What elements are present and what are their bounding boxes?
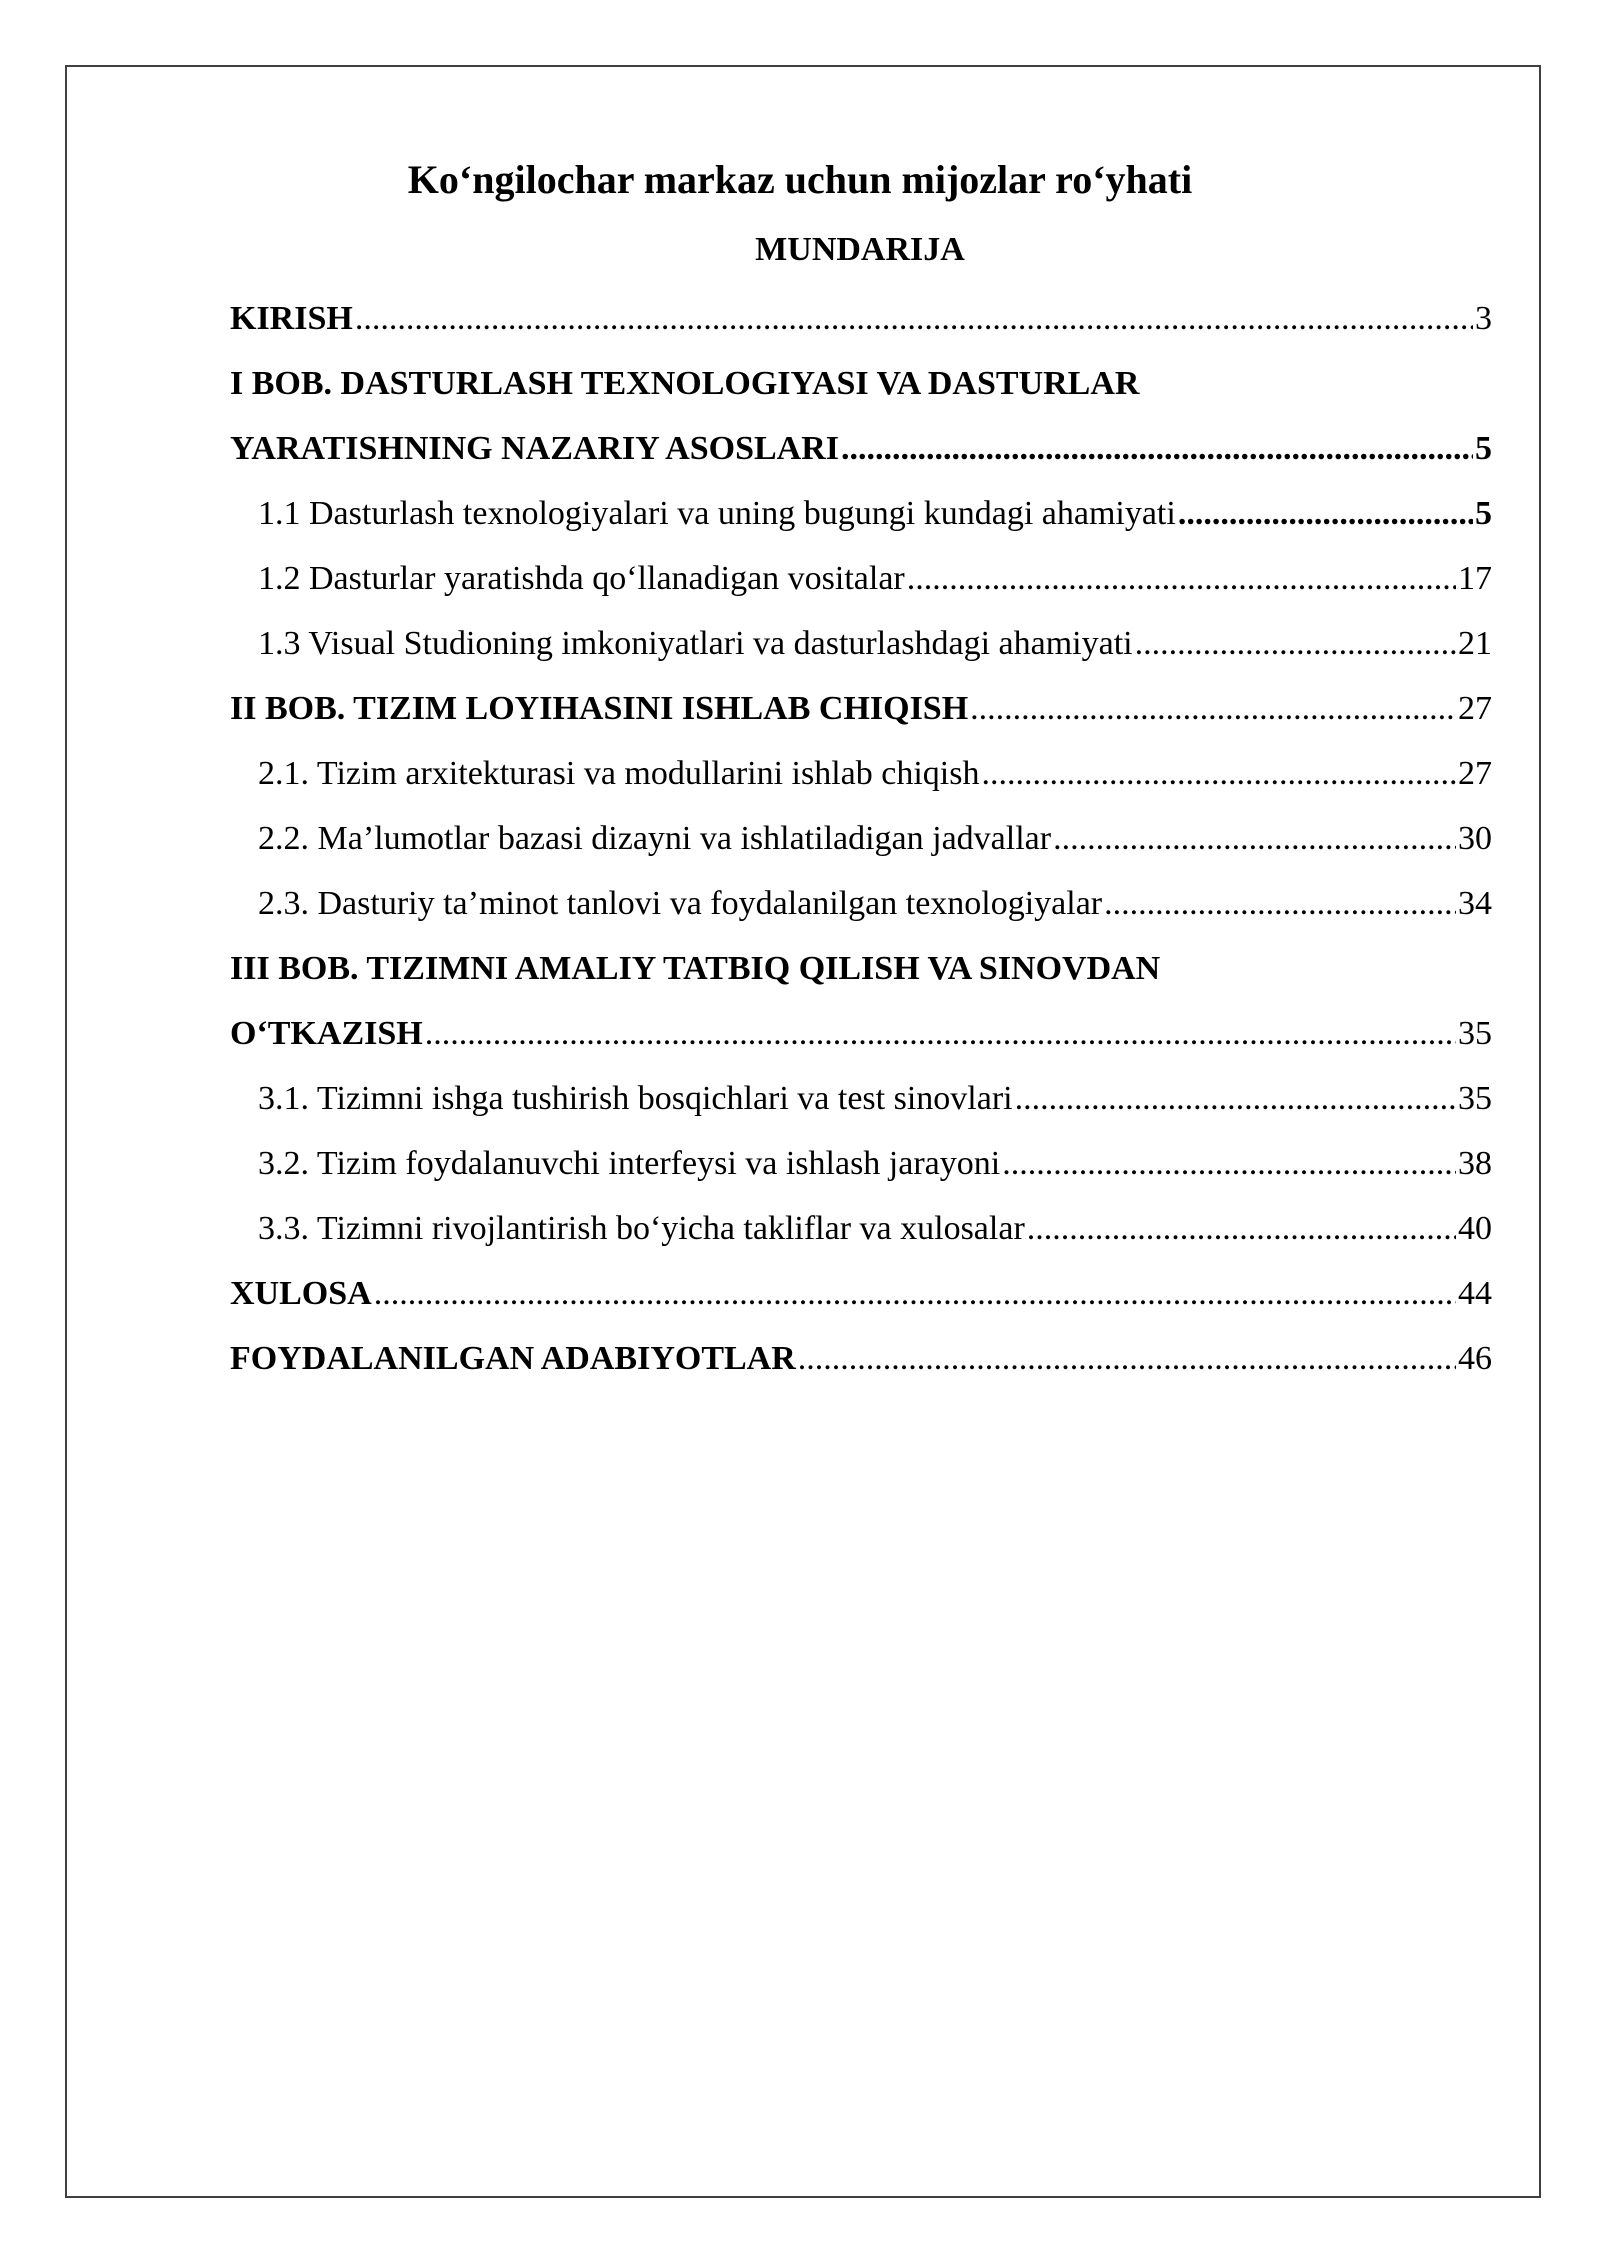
toc-page-number: 44	[1458, 1275, 1492, 1312]
toc-entry-2-1[interactable]	[230, 741, 1492, 806]
toc-dot-leader	[355, 286, 1473, 351]
toc-dot-leader	[1178, 481, 1473, 546]
toc-dot-leader	[1002, 1131, 1456, 1196]
toc-page-number: 27	[1458, 690, 1492, 727]
toc-dot-leader	[1027, 1196, 1456, 1261]
toc-entry-1-1[interactable]	[230, 481, 1492, 546]
toc-dot-leader	[907, 546, 1456, 611]
toc-entry-label: 1.2 Dasturlar yaratishda qo‘llanadigan vositalar	[258, 560, 905, 597]
toc-page-number: 21	[1458, 625, 1492, 662]
toc-page-number: 3	[1475, 300, 1492, 337]
toc-entry-1-3[interactable]	[230, 611, 1492, 676]
toc-entry-label: FOYDALANILGAN ADABIYOTLAR	[230, 1340, 796, 1377]
toc-entry-2-2[interactable]	[230, 806, 1492, 871]
toc-entry-kirish[interactable]	[230, 286, 1492, 351]
toc-entry-label: 1.1 Dasturlash texnologiyalari va uning bugungi kundagi ahamiyati	[258, 495, 1176, 532]
toc-entry-label: 1.3 Visual Studioning imkoniyatlari va dasturlashdagi ahamiyati	[258, 625, 1133, 662]
toc-entry-label: 3.3. Tizimni rivojlantirish bo‘yicha takliflar va xulosalar	[258, 1210, 1025, 1247]
toc-entry-label: I BOB. DASTURLASH TEXNOLOGIYASI VA DASTURLAR	[230, 365, 1140, 402]
toc-page-number: 38	[1458, 1145, 1492, 1182]
toc-dot-leader	[425, 1001, 1456, 1066]
toc-entry-3-2[interactable]	[230, 1131, 1492, 1196]
toc-page-number: 27	[1458, 755, 1492, 792]
toc-entry-label: II BOB. TIZIM LOYIHASINI ISHLAB CHIQISH	[230, 690, 969, 727]
toc-page-number: 30	[1458, 820, 1492, 857]
toc-entry-label: YARATISHNING NAZARIY ASOSLARI	[230, 430, 839, 467]
document-title: Ko‘ngilochar markaz uchun mijozlar ro‘yhati	[407, 157, 1193, 202]
toc-dot-leader	[1053, 806, 1456, 871]
toc-page-number: 5	[1475, 430, 1492, 467]
toc-dot-leader	[982, 741, 1457, 806]
toc-entry-label: 3.2. Tizim foydalanuvchi interfeysi va ishlash jarayoni	[258, 1145, 1001, 1182]
toc-entry-bob3-line1[interactable]	[230, 936, 1492, 1001]
toc-entry-bob2[interactable]	[230, 676, 1492, 741]
table-of-contents	[230, 286, 1492, 1391]
toc-page-number: 35	[1458, 1015, 1492, 1052]
toc-page-number: 35	[1458, 1080, 1492, 1117]
toc-page-number: 46	[1458, 1340, 1492, 1377]
toc-page-number: 17	[1458, 560, 1492, 597]
toc-dot-leader	[1135, 611, 1456, 676]
toc-entry-bob3[interactable]	[230, 1001, 1492, 1066]
toc-entry-xulosa[interactable]	[230, 1261, 1492, 1326]
toc-entry-label: 2.2. Ma’lumotlar bazasi dizayni va ishlatiladigan jadvallar	[258, 820, 1052, 857]
toc-entry-label: XULOSA	[230, 1275, 372, 1312]
toc-entry-bob1[interactable]	[230, 416, 1492, 481]
toc-entry-label: 3.1. Tizimni ishga tushirish bosqichlari va test sinovlari	[258, 1080, 1013, 1117]
toc-entry-2-3[interactable]	[230, 871, 1492, 936]
toc-entry-label: 2.1. Tizim arxitekturasi va modullarini ishlab chiqish	[258, 755, 980, 792]
toc-dot-leader	[1104, 871, 1456, 936]
toc-entry-label: 2.3. Dasturiy ta’minot tanlovi va foydalanilgan texnologiyalar	[258, 885, 1103, 922]
toc-entry-adabiyotlar[interactable]	[230, 1326, 1492, 1391]
toc-dot-leader	[970, 676, 1456, 741]
toc-entry-label: KIRISH	[230, 300, 353, 337]
toc-dot-leader	[1015, 1066, 1456, 1131]
toc-page-number: 34	[1458, 885, 1492, 922]
toc-entry-3-3[interactable]	[230, 1196, 1492, 1261]
toc-dot-leader	[798, 1326, 1456, 1391]
toc-entry-bob1-line1[interactable]	[230, 351, 1492, 416]
toc-page-number: 40	[1458, 1210, 1492, 1247]
toc-entry-3-1[interactable]	[230, 1066, 1492, 1131]
toc-entry-1-2[interactable]	[230, 546, 1492, 611]
toc-entry-label: III BOB. TIZIMNI AMALIY TATBIQ QILISH VA SINOVDAN	[230, 950, 1161, 987]
toc-heading: MUNDARIJA	[755, 231, 965, 268]
toc-dot-leader	[841, 416, 1473, 481]
toc-page-number: 5	[1475, 495, 1492, 532]
toc-dot-leader	[374, 1261, 1456, 1326]
toc-entry-label: O‘TKAZISH	[230, 1015, 423, 1052]
